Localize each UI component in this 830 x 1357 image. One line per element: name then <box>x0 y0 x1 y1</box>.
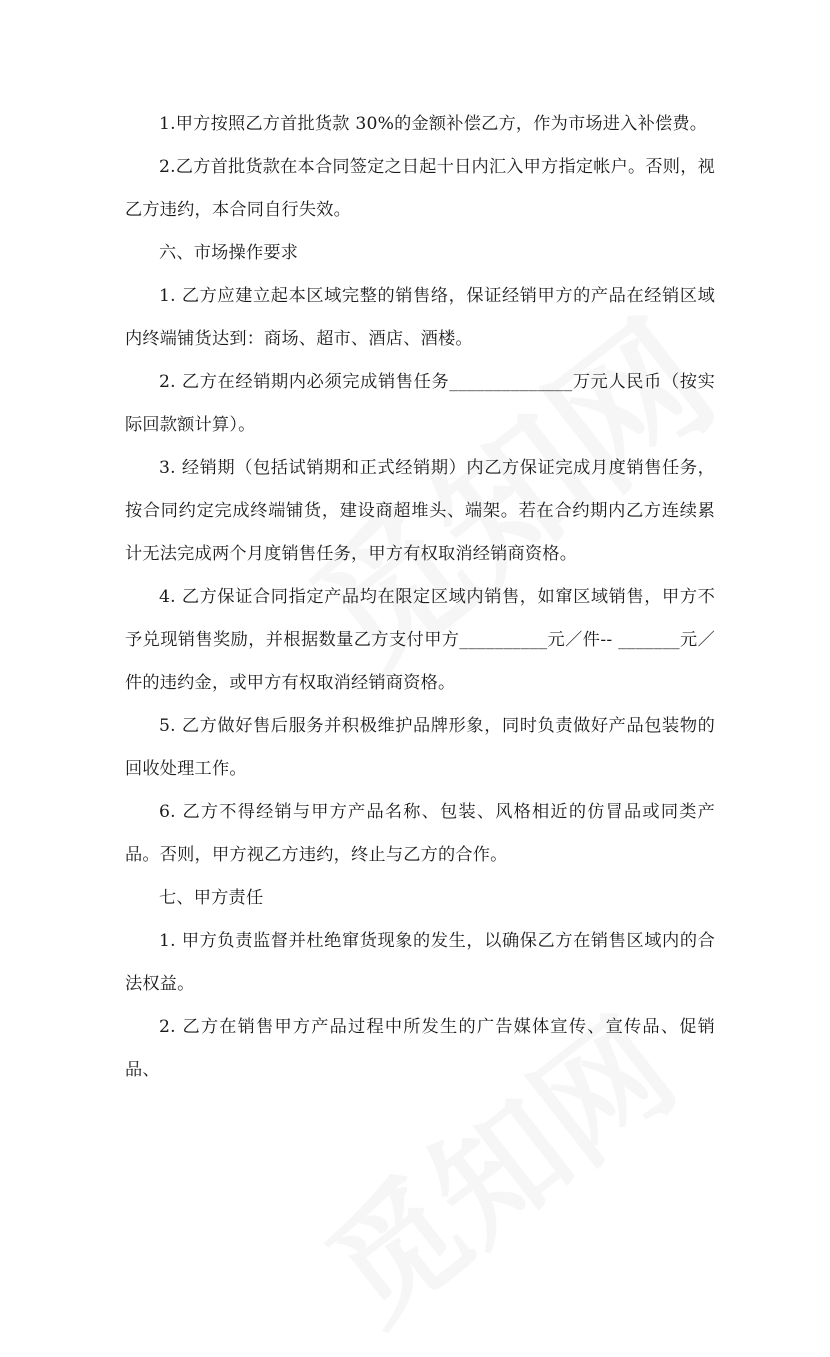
section-heading: 六、市场操作要求 <box>159 243 299 263</box>
paragraph: 1.甲方按照乙方首批货款 30%的金额补偿乙方，作为市场进入补偿费。 <box>159 114 708 134</box>
paragraph: 2. 乙方在经销期内必须完成销售任务______________万元人民币（按实际回款额计算）。 <box>125 372 715 435</box>
paragraph: 4. 乙方保证合同指定产品均在限定区域内销售，如窜区域销售，甲方不予兑现销售奖励，并根据数量乙方支付甲方__________元／件-- _______元／件的违约金，或甲方有权取消经销商资格。 <box>125 587 715 693</box>
paragraph: 5. 乙方做好售后服务并积极维护品牌形象，同时负责做好产品包装物的回收处理工作。 <box>125 716 715 779</box>
paragraph: 6. 乙方不得经销与甲方产品名称、包装、风格相近的仿冒品或同类产品。否则，甲方视乙方违约，终止与乙方的合作。 <box>125 802 715 865</box>
paragraph: 2.乙方首批货款在本合同签定之日起十日内汇入甲方指定帐户。否则，视乙方违约，本合同自行失效。 <box>125 157 715 220</box>
paragraph: 1. 乙方应建立起本区域完整的销售络，保证经销甲方的产品在经销区域内终端铺货达到：商场、超市、酒店、酒楼。 <box>125 286 715 349</box>
paragraph: 1. 甲方负责监督并杜绝窜货现象的发生，以确保乙方在销售区域内的合法权益。 <box>125 931 715 994</box>
paragraph: 3. 经销期（包括试销期和正式经销期）内乙方保证完成月度销售任务，按合同约定完成终端铺货，建设商超堆头、端架。若在合约期内乙方连续累计无法完成两个月度销售任务，甲方有权取消经销商资格。 <box>125 458 715 564</box>
paragraph: 2. 乙方在销售甲方产品过程中所发生的广告媒体宣传、宣传品、促销品、 <box>125 1017 715 1080</box>
section-heading: 七、甲方责任 <box>159 888 264 908</box>
document-body <box>125 103 715 1092</box>
